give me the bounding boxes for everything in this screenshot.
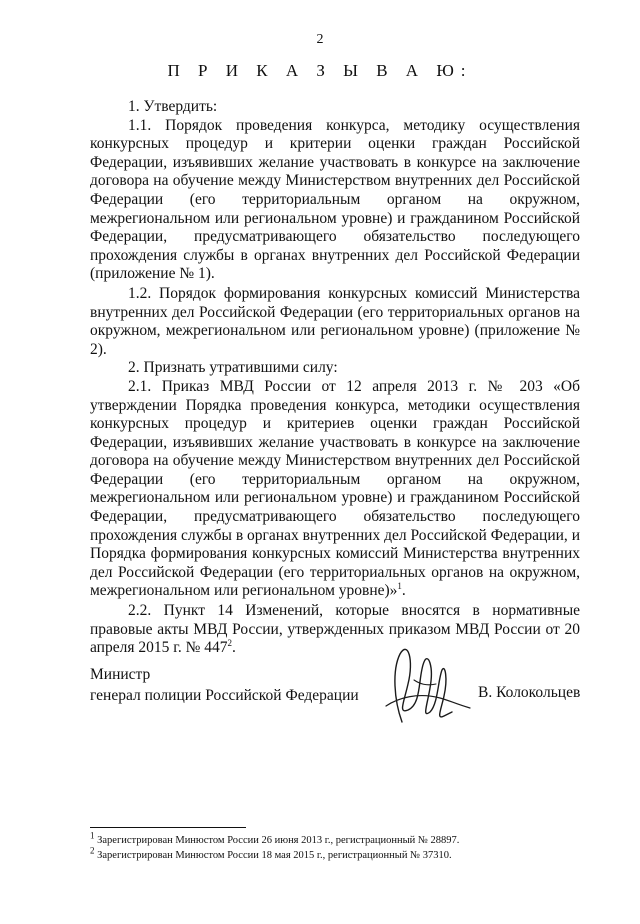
page-number: 2 <box>316 32 324 47</box>
paragraph-1: 1. Утвердить: <box>128 98 218 115</box>
paragraph-2-2-text: 2.2. Пункт 14 Изменений, которые вносятся в нормативные правовые акты МВД России, утвержденных приказом МВД России от 20 апреля 2015 г. № 447 <box>90 602 580 657</box>
footnote-1-text: Зарегистрирован Минюстом России 26 июня 2013 г., регистрационный № 28897. <box>97 835 460 846</box>
signature-title <box>90 664 359 706</box>
order-body <box>90 98 580 658</box>
paragraph-2-2: 2.2. Пункт 14 Изменений, которые вносятся в нормативные правовые акты МВД России, утвержденных приказом МВД России от 20 апреля 2015 г. № $447^2$. <box>90 602 580 657</box>
footnote-1-mark: 1 <box>90 830 95 841</box>
footnote-mark-1: 1 <box>397 581 402 592</box>
paragraph-1-2: 1.2. Порядок формирования конкурсных комиссий Министерства внутренних дел Российской Федерации (его территориальных органов на окружном, межрегиональном или региональном уровне) (приложение № 2). <box>90 284 580 358</box>
footnote-1 <box>90 830 590 848</box>
paragraph-2: 2. Признать утратившими силу: <box>128 359 338 377</box>
handwritten-signature <box>378 640 474 732</box>
order-heading: П Р И К А З Ы В А Ю: <box>167 61 473 80</box>
paragraph-2-1: 2.1. Приказ МВД России от 12 апреля 2013 г. № 203 «Об утверждении Порядка проведения конкурса, методики осуществления конкурсных процедур и критериев оценки граждан Российской Федерации, изъявивших желание участвовать в конкурсе на заключение договора на обучение между Министерством внутренних дел Российской Федерации (его территориальным органом на окружном, межрегиональном или региональном уровне) и гражданином Российской Федерации, предусматривающего обязательство последующего прохождения службы в органах внутренних дел Российской Федерации, и Порядка формирования конкурсных комиссий Министерства внутренних дел Российской Федерации (его территориальных органов на окружном, межрегиональном или региональном уровне)»$^1$. <box>90 377 580 600</box>
footnote-divider <box>90 827 246 828</box>
footnote-mark-2: 2 <box>227 638 232 649</box>
footnote-2 <box>90 845 590 863</box>
footnote-2-text: Зарегистрирован Минюстом России 18 мая 2015 г., регистрационный № 37310. <box>97 850 452 861</box>
paragraph-2-1-text: 2.1. Приказ МВД России от 12 апреля 2013 г. № 203 «Об утверждении Порядка проведения конкурса, методики осуществления конкурсных процедур и критериев оценки граждан Российской Федерации, изъявивших желание участвовать в конкурсе на заключение договора на обучение между Министерством внутренних дел Российской Федерации (его территориальным органом на окружном, межрегиональном или региональном уровне) и гражданином Российской Федерации, предусматривающего обязательство последующего прохождения службы в органах внутренних дел Российской Федерации, и Порядка формирования конкурсных комиссий Министерства внутренних дел Российской Федерации (его территориальных органов на окружном, межрегиональном или региональном уровне)» <box>90 377 580 600</box>
footnotes <box>90 830 590 863</box>
footnote-2-mark: 2 <box>90 845 95 856</box>
signer-name: В. Колокольцев <box>478 684 581 701</box>
paragraph-1-1: 1.1. Порядок проведения конкурса, методику осуществления конкурсных процедур и критерии оценки граждан Российской Федерации, изъявивших желание участвовать в конкурсе на заключение договора на обучение между Министерством внутренних дел Российской Федерации (его территориальным органом на окружном, межрегиональном или региональном уровне) и гражданином Российской Федерации, предусматривающего обязательство последующего прохождения службы в органах внутренних дел Российской Федерации (приложение № 1). <box>90 116 580 283</box>
signer-position: Министр <box>90 666 151 683</box>
signer-rank: генерал полиции Российской Федерации <box>90 687 359 704</box>
